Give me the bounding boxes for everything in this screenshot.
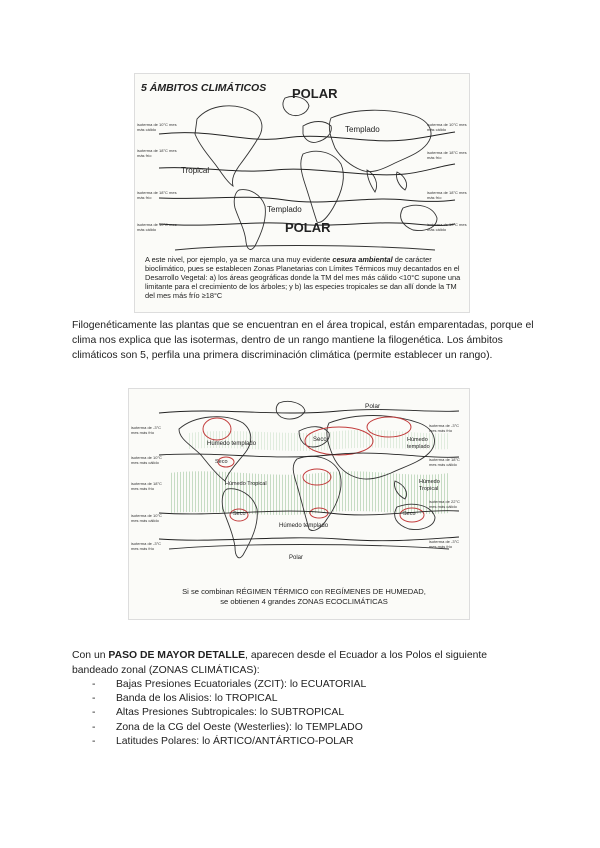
ecoclimatic-zones-map-figure: [128, 388, 470, 620]
figure1-isotherm-label-right-2: isoterma de 18°C mes más frío: [427, 150, 467, 160]
list-item: - Bajas Presiones Ecuatoriales (ZCIT): lo ECUATORIAL: [92, 678, 366, 692]
figure2-seco-label-4: Seco: [403, 511, 416, 517]
figure2-isotherm-label-left-2: isoterma de 10°C mes más cálido: [131, 455, 162, 465]
figure1-templado-north-label: Templado: [345, 125, 380, 134]
figure2-isotherm-label-left-3: isoterma de 18°C mes más frío: [131, 481, 162, 491]
climatic-zones-list: [92, 678, 366, 749]
figure1-polar-north-label: POLAR: [292, 86, 338, 101]
figure2-isotherm-label-right-4: isoterma de -3°C mes más frío: [429, 539, 460, 549]
figure1-tropical-label: Tropical: [181, 166, 210, 175]
figure2-humedo-tropical-east-label: Húmedo Tropical: [419, 479, 440, 492]
figure2-polar-north-label: Polar: [365, 403, 381, 410]
list-item: - Zona de la CG del Oeste (Westerlies): lo TEMPLADO: [92, 721, 366, 735]
figure1-title: 5 ÁMBITOS CLIMÁTICOS: [141, 82, 267, 94]
paragraph-paso-mayor-detalle: Con un PASO DE MAYOR DETALLE, aparecen desde el Ecuador a los Polos el siguiente bandeado zonal (ZONAS CLIMÁTICAS):: [72, 650, 488, 676]
figure2-caption-line2: se obtienen 4 grandes ZONAS ECOCLIMÁTICAS: [220, 596, 388, 606]
figure2-caption-line1: Si se combinan RÉGIMEN TÉRMICO con REGÍMENES DE HUMEDAD,: [182, 587, 426, 596]
paragraph-filogenetica: Filogenéticamente las plantas que se encuentran en el área tropical, están emparentadas, porque el clima nos explica que las isotermas, dentro de un rango mantiene la filogenética. Los ámbitos climáticos son 5, perfila una primera discriminación climática (permite establecer un rango).: [72, 320, 534, 361]
figure1-templado-south-label: Templado: [267, 205, 302, 214]
figure2-humedo-templado-ne-label: Húmedo templado: [407, 437, 430, 450]
figure1-isotherm-label-right-4: isoterma de 10°C mes más cálido: [427, 222, 467, 232]
figure2-humedo-templado-north-label: Húmedo templado: [207, 441, 257, 447]
list-item: - Latitudes Polares: lo ÁRTICO/ANTÁRTICO-POLAR: [92, 735, 366, 749]
figure2-isotherm-label-left-1: isoterma de -3°C mes más frío: [131, 425, 162, 435]
figure2-seco-label-1: Seco: [313, 437, 327, 443]
figure1-caption: A este nivel, por ejemplo, ya se marca una muy evidente cesura ambiental de carácter bioclimático, pues se establecen Zonas Planetarias con Límites Térmicos muy decantados en el Desarrollo Vegetal: a) los áreas geográficas donde la TM del mes más cálido <10°C supone una limitante para el crecimiento de los árboles; y b) las especies tropicales se dan allí donde la TM del mes más frío ≥18°C: [145, 255, 461, 300]
figure2-polar-south-label: Polar: [289, 555, 304, 561]
climatic-zones-map-figure: [134, 73, 470, 313]
figure1-polar-south-label: POLAR: [285, 220, 331, 235]
figure1-isotherm-label-left-3: isoterma de 18°C mes más frío: [137, 190, 177, 200]
figure1-isotherm-label-left-2: isoterma de 18°C mes más frío: [137, 148, 177, 158]
figure2-isotherm-label-left-5: isoterma de -3°C mes más frío: [131, 541, 162, 551]
figure2-humedo-tropical-west-label: Húmedo Tropical: [225, 481, 267, 487]
list-item: - Banda de los Alisios: lo TROPICAL: [92, 692, 366, 706]
figure1-isotherm-label-right-1: isoterma de 10°C mes más cálido: [427, 122, 467, 132]
figure2-isotherm-label-right-2: isoterma de 18°C mes más cálido: [429, 457, 460, 467]
figure2-humedo-templado-south-label: Húmedo templado: [279, 523, 329, 529]
figure2-seco-label-3: Seco: [233, 511, 246, 517]
figure1-isotherm-label-left-4: isoterma de 10°C mes más cálido: [137, 222, 177, 232]
figure2-caption: [159, 587, 449, 606]
list-item: - Altas Presiones Subtropicales: lo SUBTROPICAL: [92, 706, 366, 720]
figure2-isotherm-label-right-3: isoterma de 22°C mes más cálido: [429, 499, 460, 509]
figure2-seco-label-2: Seco: [215, 459, 228, 465]
figure2-isotherm-label-right-1: isoterma de -3°C mes más frío: [429, 423, 460, 433]
figure2-isotherm-label-left-4: isoterma de 10°C mes más cálido: [131, 513, 162, 523]
figure1-isotherm-label-left-1: isoterma de 10°C mes más cálido: [137, 122, 177, 132]
paso-mayor-detalle-bold: PASO DE MAYOR DETALLE: [108, 650, 246, 661]
figure1-isotherm-label-right-3: isoterma de 18°C mes más frío: [427, 190, 467, 200]
world-map-ecozones: [129, 389, 469, 619]
